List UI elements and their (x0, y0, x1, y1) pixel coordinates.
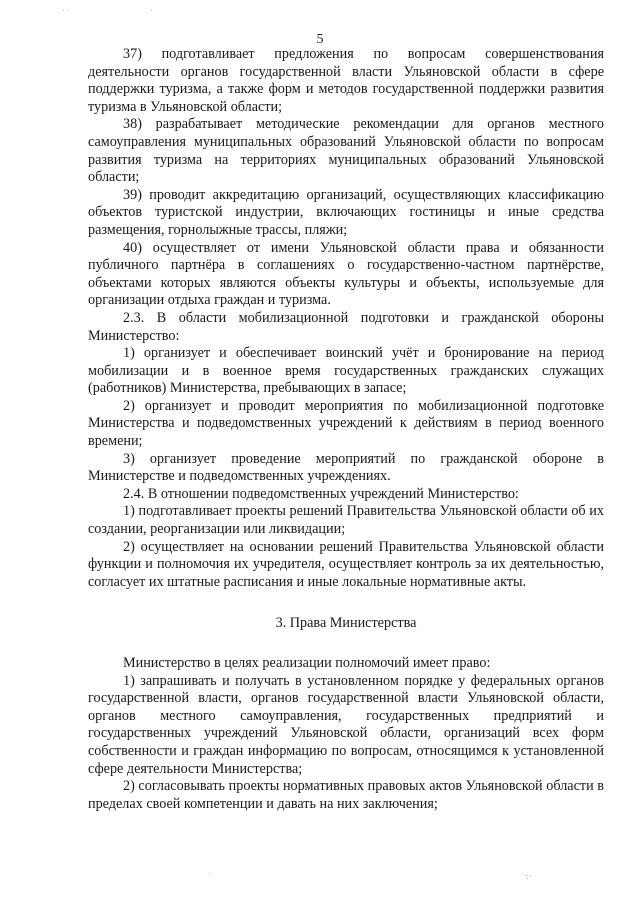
paragraph-2-3-item-3: 3) организует проведение мероприятий по гражданской обороне в Министерстве и подведомственных учреждениях. (88, 450, 604, 485)
paragraph-item-37: 37) подготавливает предложения по вопросам совершенствования деятельности органов государственной власти Ульяновской области в сфере поддержки туризма, а также форм и методов государственной поддержки развития туризма в Ульяновской области; (88, 46, 604, 115)
scan-speck: · (208, 870, 211, 879)
paragraph-2-3-item-2: 2) организует и проводит мероприятия по мобилизационной подготовке Министерства и подведомственных учреждений к действиям в период военного времени; (88, 397, 604, 450)
paragraph-rights-item-1: 1) запрашивать и получать в установленном порядке у федеральных органов государственной власти, органов государственной власти Ульяновской области, органов местного самоуправления, государственных предприятий и государственных учреждений Ульяновской области, организаций всех форм собственности и граждан информацию по вопросам, относящимся к установленной сфере деятельности Министерства; (88, 672, 604, 777)
paragraph-item-39: 39) проводит аккредитацию организаций, осуществляющих классификацию объектов туристской индустрии, включающих гостиницы и иные средства размещения, горнолыжные трассы, пляжи; (88, 186, 604, 238)
paragraph-rights-item-2: 2) согласовывать проекты нормативных правовых актов Ульяновской области в пределах своей компетенции и давать на них заключения; (88, 778, 604, 812)
paragraph-section-2-3: 2.3. В области мобилизационной подготовки и гражданской обороны Министерство: (88, 309, 604, 344)
document-body (88, 46, 604, 813)
paragraph-item-40: 40) осуществляет от имени Ульяновской области права и обязанности публичного партнёра в соглашениях о государственно-частном партнёрстве, объектами которых являются объекты культуры и объекты, используемые для организации отдыха граждан и туризма. (88, 239, 604, 309)
section-heading: 3. Права Министерства (275, 615, 417, 632)
paragraph-section-2-4: 2.4. В отношении подведомственных учреждений Министерство: (123, 485, 519, 502)
scan-speck: · · (62, 6, 70, 15)
paragraph-2-3-item-1: 1) организует и обеспечивает воинский учёт и бронирование на период мобилизации и в военное время государственных гражданских служащих (работников) Министерства, пребывающих в запасе; (88, 345, 604, 397)
paragraph-2-4-item-2: 2) осуществляет на основании решений Правительства Ульяновской области функции и полномочия их учредителя, осуществляет контроль за их деятельностью, согласует их штатные расписания и иные локальные нормативные акты. (88, 538, 604, 590)
paragraph-item-38: 38) разрабатывает методические рекомендации для органов местного самоуправления муниципальных образований Ульяновской области по вопросам развития туризма на территориях муниципальных образований Ульяновской области; (88, 116, 604, 186)
paragraph-rights-intro: Министерство в целях реализации полномочий имеет право: (123, 655, 491, 671)
page-number: 5 (316, 32, 324, 47)
scan-speck: ·:· (524, 872, 532, 881)
scan-speck: · (150, 6, 153, 15)
paragraph-2-4-item-1: 1) подготавливает проекты решений Правительства Ульяновской области об их создании, реорганизации или ликвидации; (88, 503, 604, 538)
